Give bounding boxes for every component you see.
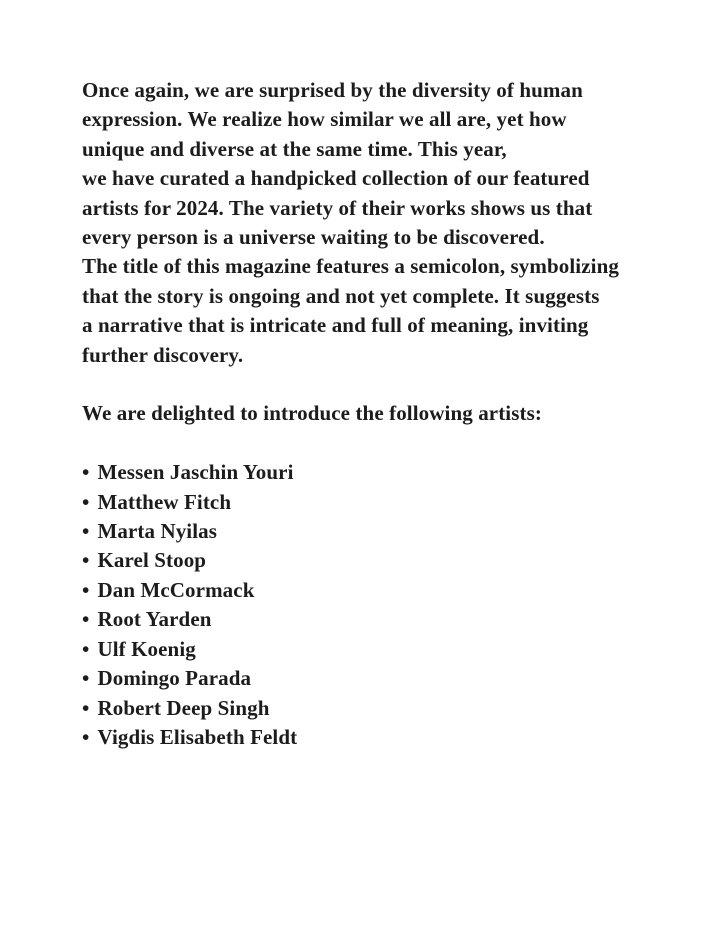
artist-list-item <box>82 576 682 605</box>
artist-name: Karel Stoop <box>97 548 207 573</box>
bullet-icon: • <box>82 636 90 661</box>
artist-list-item <box>82 458 682 487</box>
artist-name: Dan McCormack <box>97 577 255 602</box>
artist-list-item <box>82 605 682 634</box>
artist-list-item <box>82 664 682 693</box>
artist-list-item <box>82 635 682 664</box>
intro-paragraph-line: a narrative that is intricate and full of meaning, inviting <box>82 313 589 338</box>
intro-paragraph-line: we have curated a handpicked collection of our featured <box>82 166 590 191</box>
artist-name: Robert Deep Singh <box>97 695 270 720</box>
artist-name: Matthew Fitch <box>97 489 232 514</box>
bullet-icon: • <box>82 489 90 514</box>
artists-list-intro: We are delighted to introduce the following artists: <box>82 401 542 426</box>
artist-name: Marta Nyilas <box>97 519 218 544</box>
artist-list-item <box>82 723 682 752</box>
paragraph-spacer <box>82 370 682 399</box>
artist-list-item <box>82 694 682 723</box>
bullet-icon: • <box>82 577 90 602</box>
artist-name: Vigdis Elisabeth Feldt <box>97 724 298 749</box>
intro-paragraph-line: further discovery. <box>82 342 244 367</box>
bullet-icon: • <box>82 607 90 632</box>
artist-list <box>82 458 682 752</box>
intro-paragraph <box>82 76 682 370</box>
intro-paragraph-line: The title of this magazine features a semicolon, symbolizing <box>82 254 619 279</box>
bullet-icon: • <box>82 724 90 749</box>
intro-paragraph-line: that the story is ongoing and not yet complete. It suggests <box>82 283 600 308</box>
bullet-icon: • <box>82 666 90 691</box>
artist-name: Messen Jaschin Youri <box>97 460 294 485</box>
list-spacer <box>82 429 682 458</box>
artist-list-item <box>82 488 682 517</box>
intro-paragraph-line: artists for 2024. The variety of their works shows us that <box>82 195 593 220</box>
artist-list-item <box>82 546 682 575</box>
intro-paragraph-line: unique and diverse at the same time. This year, <box>82 136 507 161</box>
artist-name: Domingo Parada <box>97 666 252 691</box>
intro-paragraph-line: every person is a universe waiting to be discovered. <box>82 225 545 250</box>
artist-name: Root Yarden <box>97 607 212 632</box>
artist-list-item <box>82 517 682 546</box>
bullet-icon: • <box>82 548 90 573</box>
intro-paragraph-line: expression. We realize how similar we all are, yet how <box>82 107 567 132</box>
artist-name: Ulf Koenig <box>97 636 196 661</box>
intro-paragraph-line: Once again, we are surprised by the diversity of human <box>82 78 583 102</box>
bullet-icon: • <box>82 460 90 485</box>
bullet-icon: • <box>82 519 90 544</box>
bullet-icon: • <box>82 695 90 720</box>
